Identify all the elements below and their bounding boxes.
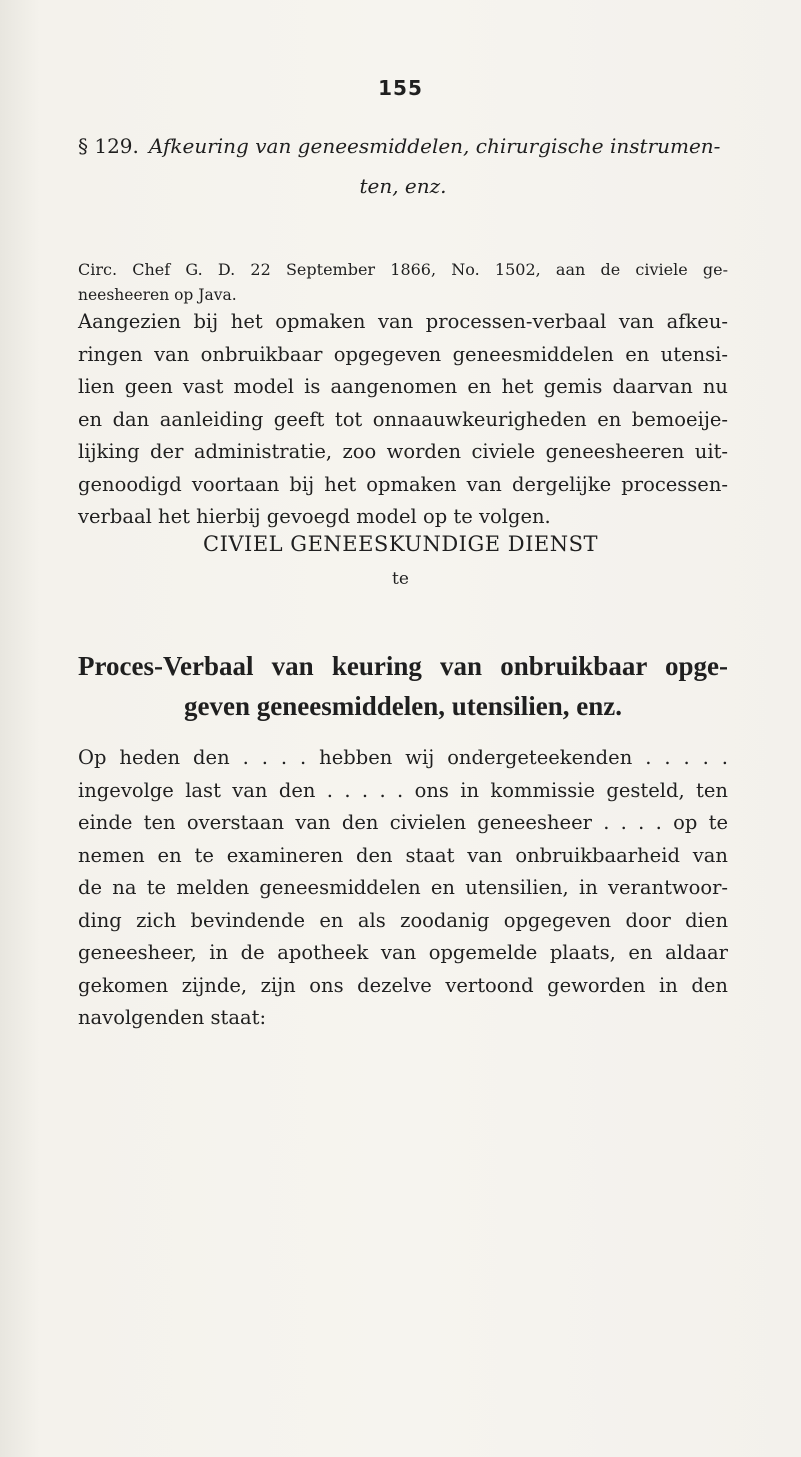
dienst-te: te	[392, 569, 409, 589]
circular-line2: neesheeren op Java.	[78, 286, 237, 304]
body-line: ringen van onbruikbaar opgegeven geneesmiddelen en utensi-	[78, 342, 728, 366]
body-line: genoodigd voortaan bij het opmaken van dergelijke processen-	[78, 472, 728, 496]
pv-line: ingevolge last van den . . . . . ons in kommissie gesteld, ten	[78, 778, 728, 802]
section-heading	[78, 126, 728, 206]
section-number: § 129.	[78, 134, 139, 158]
circular-line1: Circ. Chef G. D. 22 September 1866, No. 1502, aan de civiele ge-	[78, 260, 728, 279]
pv-title-line1: Proces-Verbaal van keuring van onbruikbaar opge-	[78, 651, 728, 681]
pv-line: Op heden den . . . . hebben wij ondergeteekenden . . . . .	[78, 746, 728, 769]
pv-line: einde ten overstaan van den civielen geneesheer . . . . op te	[78, 811, 728, 834]
pv-line: gekomen zijnde, zijn ons dezelve vertoond geworden in den	[78, 973, 728, 997]
pv-line: ding zich bevindende en als zoodanig opgegeven door dien	[78, 908, 728, 932]
pv-line: geneesheer, in de apotheek van opgemelde plaats, en aldaar	[78, 941, 728, 964]
pv-title-line2: geven geneesmiddelen, utensilien, enz.	[184, 691, 622, 721]
body-line: lien geen vast model is aangenomen en het gemis daarvan nu	[78, 375, 728, 398]
section-title-line1: Afkeuring van geneesmiddelen, chirurgische instrumen-	[148, 134, 721, 158]
body-line: en dan aanleiding geeft tot onnaauwkeurigheden en bemoeije-	[78, 407, 728, 431]
body-line: Aangezien bij het opmaken van processen-verbaal van afkeu-	[78, 310, 728, 333]
body-line: verbaal het hierbij gevoegd model op te volgen.	[78, 505, 551, 528]
pv-line: de na te melden geneesmiddelen en utensilien, in verantwoor-	[78, 876, 728, 899]
page-number: 155	[378, 76, 423, 100]
section-title-line2: ten, enz.	[359, 174, 447, 198]
pv-line: nemen en te examineren den staat van onbruikbaarheid van	[78, 843, 728, 867]
pv-line: navolgenden staat:	[78, 1006, 267, 1029]
body-line: lijking der administratie, zoo worden civiele geneesheeren uit-	[78, 440, 728, 463]
circular-body	[78, 306, 728, 534]
dienst-heading: CIVIEL GENEESKUNDIGE DIENST	[203, 532, 598, 556]
proces-verbaal-body	[78, 742, 728, 1035]
proces-verbaal-title	[78, 646, 728, 726]
